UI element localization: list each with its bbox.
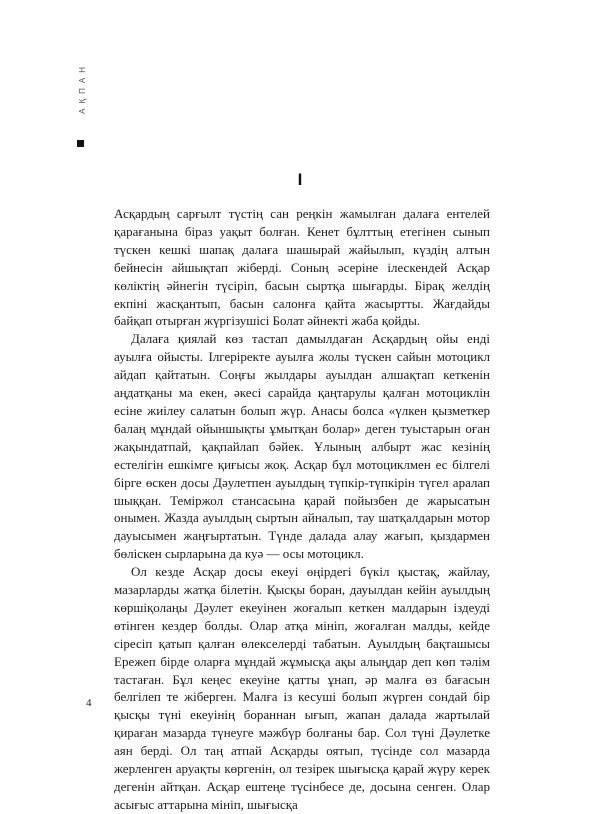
paragraph-1: Асқардың сарғылт түстің сан реңкін жамылған далаға ентелей қарағанына біраз уақыт болған. Кенет бұлттың етегінен сынып түскен кешкі шапақ далаға шашырай жайылып, күздің алтын бейнесін айшықтап жіберді. Соның әсеріне ілескендей Асқар көліктің әйнегін түсіріп, басын сыртқа шығарды. Бірақ желдің екпіні жасқантып, басын салонға қайта жасыртты. Жағдайды байқап отырған жүргізушісі Болат әйнекті жаба қойды. [114,206,490,329]
running-head: АҚПАН [78,62,87,114]
page-number: 4 [86,697,92,709]
chapter-number: I [297,170,303,189]
body-text [114,205,490,814]
section-marker [77,140,84,147]
paragraph-2: Далаға қиялай көз тастап дамылдаған Асқардың ойы енді ауылға ойысты. Ілгеріректе ауылға жолы түскен сайын мотоцикл айдап қайтатын. Соңғы жылдары ауылдан алшақтап кеткенін аңдатқаны ма екен, әкесі сарайда қаңтарулы қалған мотоциклін есіне жиілеу салатын болып жүр. Анасы болса «үлкен қызметкер балаң мұндай ойыншықты ұмытқан болар» деген туыстарын оған жақындатпай, қақпайлап бәйек. Ұлының албырт жас кезінің естелігін ешкімге қиғысы жоқ. Асқар бұл мотоциклмен ес білгелі бірге өскен досы Дәулетпен ауылдың түпкір-түпкірін түгел аралап шыққан. Теміржол стансасына қарай пойызбен де жарысатын онымен. Жазда ауылдың сыртын айналып, тау шатқалдарын мотор дауысымен жаңғыртатын. Түнде далада алау жағып, қыздармен бөліскен сырларына да куә — осы мотоцикл. [114,331,490,562]
paragraph-3: Ол кезде Асқар досы екеуі өңірдегі бүкіл қыстақ, жайлау, мазарларды жатқа білетін. Қысқы боран, дауылдан кейін ауылдың көршіқолаңы Дәулет екеуінен жоғалып кеткен малдарын іздеуді өтінген кездер болды. Олар атқа мініп, жоғалған малды, кейде сіресіп қатып қалған өлекселерді табатын. Ауылдың бақташысы Ережеп бірде оларға мұндай жұмысқа ақы алыңдар деп көп тәлім тастаған. Бұл кеңес екеуіне қатты ұнап, әр малға өз бағасын белгілеп те жіберген. Малға із кесуші болып жүрген сондай бір қысқы түні екеуінің бораннан ығып, жапан далада жартылай қираған мазарда түнеуге мәжбүр болғаны бар. Сол түні Дәулетке аян берді. Ол таң атпай Асқарды оятып, түсінде сол мазарда жерленген аруақты көргенін, ол тезірек шығысқа қарай жүру керек дегенін айтқан. Асқар ештеңе түсінбесе де, досына сенген. Олар асығыс аттарына мініп, шығысқа [114,564,490,812]
